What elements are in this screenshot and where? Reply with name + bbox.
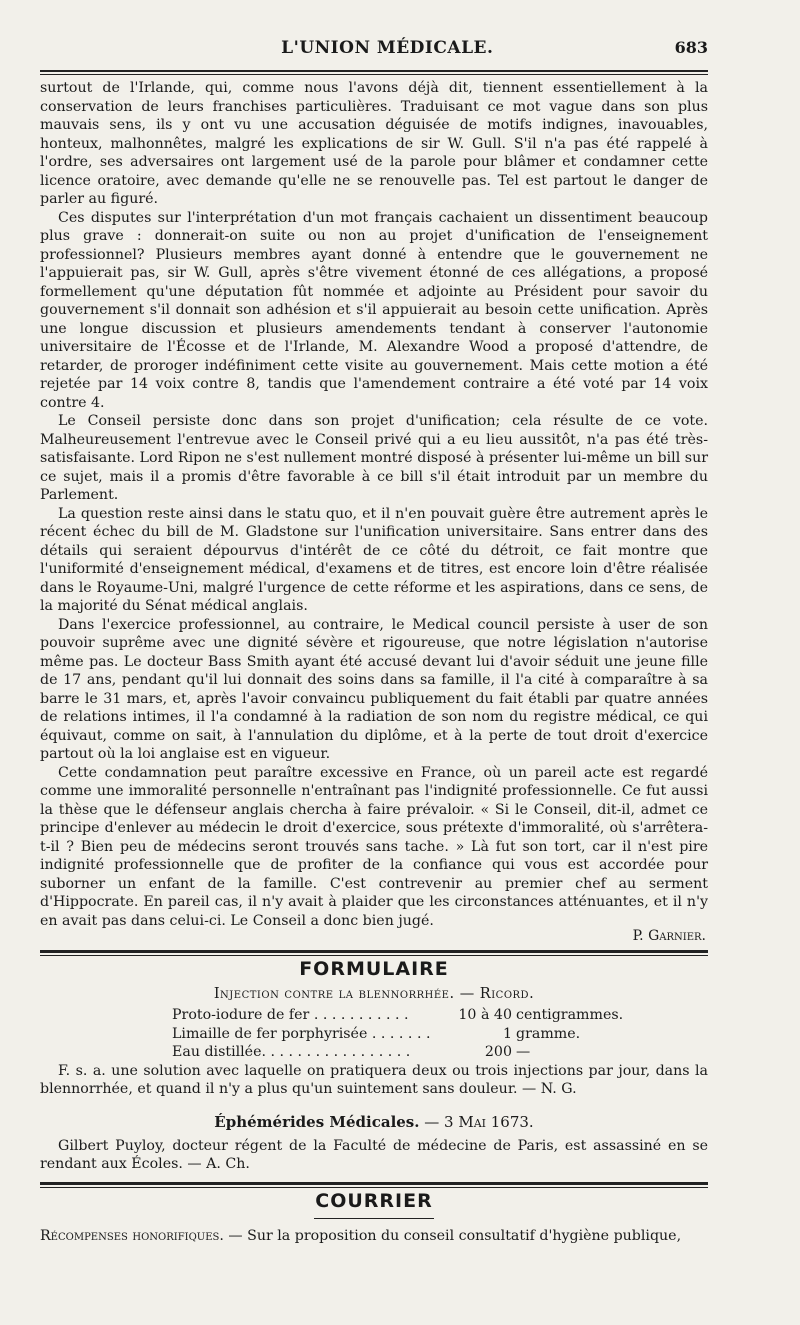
section-rule-thin (40, 955, 708, 956)
ephemerides-block (40, 1137, 708, 1174)
section-rule (40, 950, 708, 953)
ephemerides-heading (40, 1113, 708, 1131)
courrier-paragraph (40, 1227, 708, 1246)
formula-note-block (40, 1062, 708, 1099)
page-header (40, 38, 708, 68)
ingredient-row (172, 1025, 708, 1044)
courrier-block (40, 1227, 708, 1246)
ingredient-name: Proto-iodure de fer . . . . . . . . . . . (172, 1007, 409, 1023)
ingredient-unit: gramme. (516, 1025, 581, 1042)
courrier-lead-label: Récompenses honorifiques. (40, 1227, 224, 1244)
ingredient-name: Limaille de fer porphyrisée . . . . . . . (172, 1025, 431, 1042)
formula-ingredients (172, 1006, 708, 1062)
ingredient-quantity: 10 à 40 (458, 1007, 512, 1023)
ephemerides-text: Gilbert Puyloy, docteur régent de la Faculté de médecine de Paris, est assassiné en se rendant aux Écoles. — A. Ch. (40, 1137, 708, 1172)
formulaire-title: FORMULAIRE (299, 958, 449, 980)
article-paragraph: Cette condamnation peut paraître excessive en France, où un pareil acte est regardé comme une immoralité personnelle n'entraînant pas l'indignité professionnelle. Ce fut aussi la thèse que le défenseur anglais chercha à faire prévaloir. « Si le Conseil, dit-il, admet ce principe d'enlever au médecin le droit d'exercice, sous prétexte d'immoralité, où s'arrêtera-t-il ? Bien peu de médecins seront trouvés sans tache. » Là fut son tort, car il n'est pire indignité professionnelle que de profiter de la confiance qui vous est accordée pour suborner un enfant de la famille. C'est contrevenir au premier chef au serment d'Hippocrate. En pareil cas, il n'y avait à plaider que les circonstances atténuantes, et il n'y en avait pas dans celui-ci. Le Conseil a donc bien jugé. (40, 764, 708, 929)
courrier-underline (314, 1218, 434, 1219)
ingredient-row (172, 1043, 708, 1062)
ingredient-quantity: 200 (484, 1044, 512, 1060)
article-signature: P. Garnier. (632, 928, 706, 944)
courrier-rule-thin (40, 1187, 708, 1188)
ingredient-name: Eau distillée. . . . . . . . . . . . . . . . . (172, 1044, 411, 1060)
article-paragraph: Ces disputes sur l'interprétation d'un mot français cachaient un dissentiment beaucoup plus grave : donnerait-on suite ou non au projet d'unification de l'enseignement professionnel? Plusieurs membres ayant donné à entendre que le gouvernement ne l'appuierait pas, sir W. Gull, après s'être vivement étonné de ces allégations, a proposé formellement qu'une députation fût nommée et adjointe au Président pour savoir du gouvernement s'il donnait son adhésion et s'il appuierait au besoin cette unification. Après une longue discussion et plusieurs amendements tendant à conserver l'autonomie universitaire de l'Écosse et de l'Irlande, M. Alexandre Wood a proposé d'attendre, de retarder, de proroger indéfiniment cette visite au gouvernement. Mais cette motion a été rejetée par 14 voix contre 8, tandis que l'amendement contraire a été voté par 14 voix contre 4. (40, 209, 708, 411)
header-rule (40, 70, 708, 75)
ingredient-unit: centigrammes. (516, 1007, 624, 1023)
article-paragraph: Dans l'exercice professionnel, au contraire, le Medical council persiste à user de son pouvoir suprême avec une dignité sévère et rigoureuse, que notre législation n'autorise même pas. Le docteur Bass Smith ayant été accusé devant lui d'avoir séduit une jeune fille de 17 ans, pendant qu'il lui donnait des soins dans sa famille, il l'a cité à comparaître à sa barre le 31 mars, et, après l'avoir convaincu publiquement du fait établi par quatre années de relations intimes, il l'a condamné à la radiation de son nom du registre médical, ce qui équivaut, comme on sait, à l'annulation du diplôme, et à la perte de tout droit d'exercice partout où la loi anglaise est en vigueur. (40, 616, 708, 762)
page-number: 683 (674, 38, 708, 57)
courrier-lead-text: — Sur la proposition du conseil consultatif d'hygiène publique, (223, 1227, 682, 1244)
article-paragraph: Le Conseil persiste donc dans son projet d'unification; cela résulte de ce vote. Malheureusement l'entrevue avec le Conseil privé qui a eu lieu aussitôt, n'a pas été très-satisfaisante. Lord Ripon ne s'est nullement montré disposé à présenter lui-même un bill sur ce sujet, mais il a promis d'être favorable à ce bill s'il était introduit par un membre du Parlement. (40, 413, 708, 503)
journal-title: L'UNION MÉDICALE. (281, 38, 494, 58)
ingredient-row (172, 1006, 708, 1025)
formula-note: F. s. a. une solution avec laquelle on pratiquera deux ou trois injections par jour, dans la blennorrhée, et quand il n'y a plus qu'un suintement sans douleur. — N. G. (40, 1062, 708, 1097)
article-paragraph: La question reste ainsi dans le statu quo, et il n'en pouvait guère être autrement après le récent échec du bill de M. Gladstone sur l'unification universitaire. Sans entrer dans des détails qui seraient dépourvus d'intérêt de ce côté du détroit, ce fait montre que l'uniformité d'enseignement médical, d'examens et de titres, est encore loin d'être réalisée dans le Royaume-Uni, malgré l'urgence de cette réforme et les aspirations, dans ce sens, de la majorité du Sénat médical anglais. (40, 505, 708, 614)
ingredient-quantity: 1 (502, 1025, 512, 1042)
article-body (40, 79, 708, 930)
courrier-rule (40, 1182, 708, 1185)
formula-heading: Injection contre la blennorrhée. — Ricord. (213, 986, 535, 1002)
ingredient-unit: — (516, 1044, 531, 1060)
article-paragraph: surtout de l'Irlande, qui, comme nous l'avons déjà dit, tiennent essentiellement à la conservation de leurs franchises particulières. Traduisant ce mot vague dans son plus mauvais sens, ils y ont vu une accusation déguisée de motifs indignes, inavouables, honteux, malhonnêtes, malgré les explications de sir W. Gull. S'il n'a pas été rappelé à l'ordre, ses adversaires ont largement usé de la parole pour blâmer et condamner cette licence oratoire, avec demande qu'elle ne se renouvelle pas. Tel est partout le danger de parler au figuré. (40, 80, 708, 207)
ephemerides-date: — 3 Mai 1673. (424, 1112, 534, 1131)
ephemerides-title: Éphémérides Médicales. (214, 1112, 420, 1131)
courrier-title: COURRIER (315, 1189, 433, 1212)
